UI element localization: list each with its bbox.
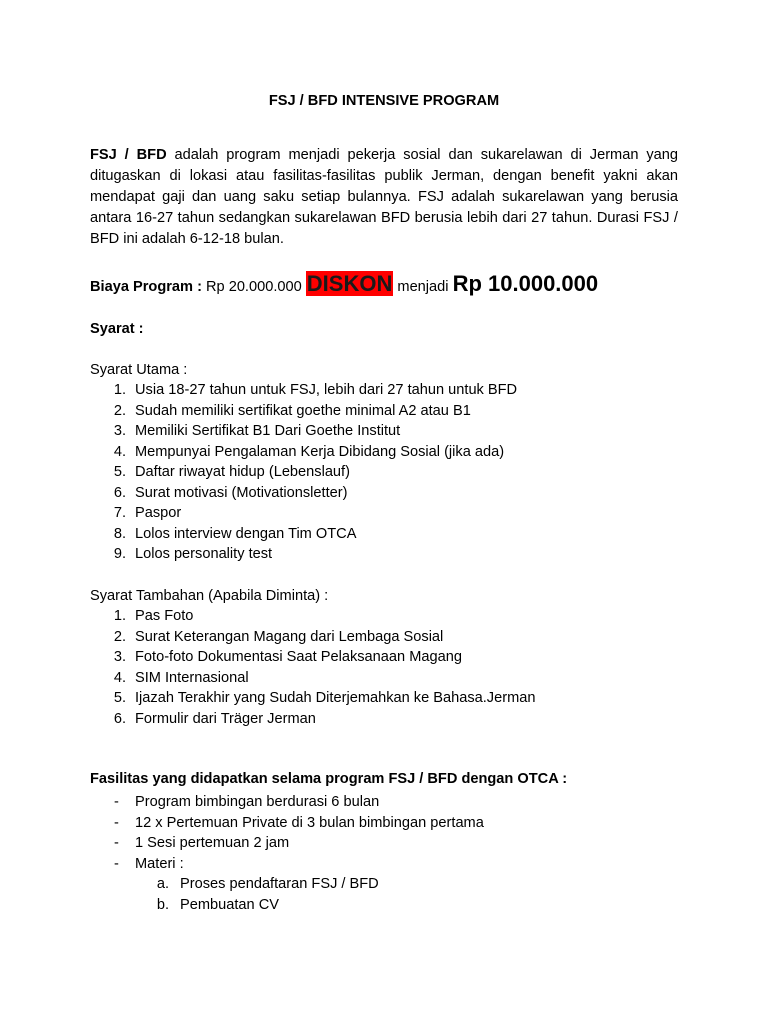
list-text: SIM Internasional — [135, 669, 249, 686]
list-number: 3. — [113, 423, 126, 439]
document-title: FSJ / BFD INTENSIVE PROGRAM — [268, 93, 500, 109]
list-text: Surat motivasi (Motivationsletter) — [135, 484, 348, 501]
list-number: 9. — [113, 546, 126, 562]
list-text: Proses pendaftaran FSJ / BFD — [180, 876, 379, 892]
list-text: Sudah memiliki sertifikat goethe minimal A2 atau B1 — [135, 402, 471, 419]
list-text: Lolos interview dengan Tim OTCA — [135, 525, 357, 542]
list-letter: b. — [156, 896, 169, 913]
list-text: Ijazah Terakhir yang Sudah Diterjemahkan ke Bahasa.Jerman — [135, 690, 536, 706]
intro-paragraph — [90, 145, 678, 250]
syarat-tambahan-label: Syarat Tambahan (Apabila Diminta) : — [90, 588, 329, 604]
intro-lead: FSJ / BFD — [90, 147, 167, 163]
price-original: Rp 20.000.000 — [201, 279, 306, 295]
list-number: 5. — [113, 690, 126, 706]
list-text: Formulir dari Träger Jerman — [135, 710, 316, 727]
program-price — [90, 267, 690, 304]
price-connector: menjadi — [393, 279, 453, 295]
list-number: 7. — [113, 505, 126, 521]
list-text: Program bimbingan berdurasi 6 bulan — [135, 794, 380, 810]
list-number: 2. — [113, 402, 126, 419]
list-text: Foto-foto Dokumentasi Saat Pelaksanaan Magang — [135, 649, 462, 665]
fasilitas-heading: Fasilitas yang didapatkan selama program FSJ / BFD dengan OTCA : — [90, 771, 568, 787]
list-text: Pas Foto — [135, 608, 194, 624]
syarat-heading: Syarat : — [90, 321, 144, 337]
list-text: Mempunyai Pengalaman Kerja Dibidang Sosial (jika ada) — [135, 443, 505, 460]
list-text: Lolos personality test — [135, 546, 273, 562]
list-text: 1 Sesi pertemuan 2 jam — [135, 835, 290, 851]
list-text: Pembuatan CV — [180, 896, 279, 913]
list-text: Daftar riwayat hidup (Lebenslauf) — [135, 464, 350, 480]
list-text: Usia 18-27 tahun untuk FSJ, lebih dari 27 tahun untuk BFD — [135, 382, 518, 398]
list-number: 6. — [113, 484, 126, 501]
syarat-utama-label: Syarat Utama : — [90, 362, 188, 378]
list-dash: - — [114, 814, 119, 831]
list-number: 2. — [113, 628, 126, 645]
price-final: Rp 10.000.000 — [452, 271, 599, 296]
intro-text: adalah program menjadi pekerja sosial dan sukarelawan di Jerman yang ditugaskan di lokasi atau fasilitas-fasilitas publik Jerman, dengan benefit yakni akan mendapat gaji dan uang saku setiap bulannya. FSJ adalah sukarelawan yang berusia antara 16-27 tahun sedangkan sukarelawan BFD berusia lebih dari 27 tahun. Durasi FSJ / BFD ini adalah 6-12-18 bulan. — [90, 147, 678, 247]
list-number: 6. — [113, 710, 126, 727]
list-text: Memiliki Sertifikat B1 Dari Goethe Institut — [135, 423, 401, 439]
list-number: 1. — [113, 608, 126, 624]
discount-badge: DISKON — [306, 271, 393, 296]
list-number: 5. — [113, 464, 126, 480]
list-number: 8. — [113, 525, 126, 542]
list-number: 4. — [113, 443, 126, 460]
list-dash: - — [114, 794, 119, 810]
list-text: Materi : — [135, 855, 184, 872]
price-label: Biaya Program : — [90, 279, 202, 295]
list-text: Surat Keterangan Magang dari Lembaga Sosial — [135, 628, 444, 645]
list-letter: a. — [156, 876, 169, 892]
list-number: 4. — [113, 669, 126, 686]
list-number: 3. — [113, 649, 126, 665]
list-text: Paspor — [135, 505, 182, 521]
list-dash: - — [114, 855, 119, 872]
list-number: 1. — [113, 382, 126, 398]
list-dash: - — [114, 835, 119, 851]
list-text: 12 x Pertemuan Private di 3 bulan bimbingan pertama — [135, 814, 484, 831]
